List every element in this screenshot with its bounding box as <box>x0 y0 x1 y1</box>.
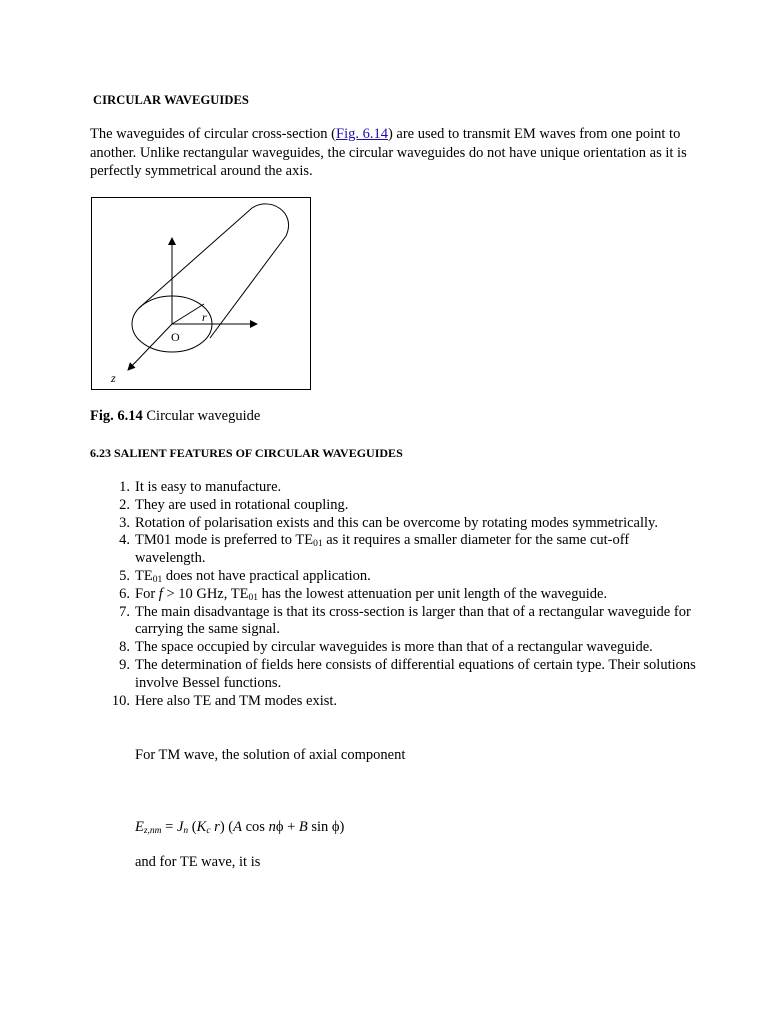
tm-wave-text: For TM wave, the solution of axial component <box>135 747 406 763</box>
item-text: The space occupied by circular waveguides is more than that of a rectangular waveguide. <box>135 639 653 656</box>
list-item <box>98 497 698 515</box>
section-title: CIRCULAR WAVEGUIDES <box>93 93 249 107</box>
item-number: 2. <box>119 496 130 513</box>
item-text: For <box>135 585 159 602</box>
item-text: It is easy to manufacture. <box>135 479 282 495</box>
item-text: The main disadvantage is that its cross-section is larger than that of a rectangular waveguide for carrying the same signal. <box>135 603 691 638</box>
item-number: 1. <box>119 479 130 495</box>
cylinder-lower-edge <box>210 236 286 338</box>
label-z: z <box>111 371 116 385</box>
eq-n: n <box>268 819 276 835</box>
list-item <box>98 479 698 497</box>
eq-K-sub-text: c <box>206 826 211 836</box>
eq-open-paren: ( <box>188 819 197 835</box>
item-number: 5. <box>119 567 130 584</box>
frequency-symbol: f <box>158 585 163 602</box>
intro-paragraph <box>90 125 690 181</box>
features-list <box>98 479 698 710</box>
list-item <box>98 604 698 640</box>
item-number: 8. <box>119 639 130 656</box>
eq-E: E <box>135 819 144 835</box>
fig-6-14-link[interactable]: Fig. 6.14 <box>336 126 388 142</box>
list-item <box>98 532 698 568</box>
item-text: Rotation of polarisation exists and this can be overcome by rotating modes symmetrically. <box>135 514 658 531</box>
waveguide-diagram <box>92 198 310 389</box>
caption-text: Circular waveguide <box>142 408 261 424</box>
axial-field-equation <box>135 819 344 836</box>
label-r: r <box>202 310 207 324</box>
list-item <box>98 586 698 604</box>
eq-B: B <box>298 819 308 835</box>
item-text: as it requires a smaller diameter for the same cut-off wavelength. <box>135 532 630 567</box>
item-text: does not have practical application. <box>162 567 371 584</box>
list-item <box>98 693 698 711</box>
item-text: TE <box>135 567 153 584</box>
eq-phi-plus: ϕ + <box>275 819 299 835</box>
intro-text-start: The waveguides of circular cross-section ( <box>90 126 336 142</box>
item-text: TM01 mode is preferred to TE <box>135 532 314 549</box>
figure-caption <box>90 408 260 425</box>
intro-text-end: ) are used to transmit EM waves from one point to another. Unlike rectangular waveguides, the circular waveguides do not have unique orientation as it is perfectly symmetrical around the axis. <box>90 126 687 179</box>
item-text: has the lowest attenuation per unit length of the waveguide. <box>257 585 608 602</box>
eq-A: A <box>233 819 242 835</box>
eq-J-sub-text: n <box>183 826 189 836</box>
list-item <box>98 568 698 586</box>
circular-waveguide-figure <box>91 197 311 390</box>
item-number: 7. <box>119 603 130 620</box>
item-number: 4. <box>119 532 130 549</box>
eq-sin: sin ϕ) <box>307 819 345 835</box>
item-number: 9. <box>119 656 130 673</box>
caption-label: Fig. 6.14 <box>90 408 143 424</box>
mode-subscript: 01 <box>248 592 258 603</box>
cylinder-upper-edge <box>139 204 289 308</box>
eq-K: K <box>196 819 207 835</box>
item-text: Here also TE and TM modes exist. <box>135 692 338 709</box>
item-number: 10. <box>111 692 130 709</box>
eq-E-sub-text: z,nm <box>143 826 162 836</box>
item-number: 6. <box>119 585 130 602</box>
features-title: 6.23 SALIENT FEATURES OF CIRCULAR WAVEGUIDES <box>90 446 403 460</box>
label-origin: O <box>171 330 180 344</box>
radius-line <box>172 304 204 324</box>
eq-J: J <box>176 819 184 835</box>
mode-subscript: 01 <box>313 539 323 550</box>
eq-E-subscript <box>144 826 162 836</box>
te-wave-text: and for TE wave, it is <box>135 854 261 870</box>
item-text: > 10 GHz, TE <box>162 585 249 602</box>
list-item <box>98 657 698 693</box>
eq-close-paren: ) ( <box>219 819 234 835</box>
list-item <box>98 515 698 533</box>
z-axis <box>128 324 172 370</box>
item-text: The determination of fields here consists of differential equations of certain type. Their solutions involve Bessel functions. <box>135 656 696 691</box>
eq-cos: cos <box>241 819 269 835</box>
mode-subscript: 01 <box>152 574 163 585</box>
eq-equals: = <box>161 819 177 835</box>
eq-r: r <box>210 819 220 835</box>
list-item <box>98 639 698 657</box>
item-number: 3. <box>119 514 130 531</box>
item-text: They are used in rotational coupling. <box>135 496 349 513</box>
